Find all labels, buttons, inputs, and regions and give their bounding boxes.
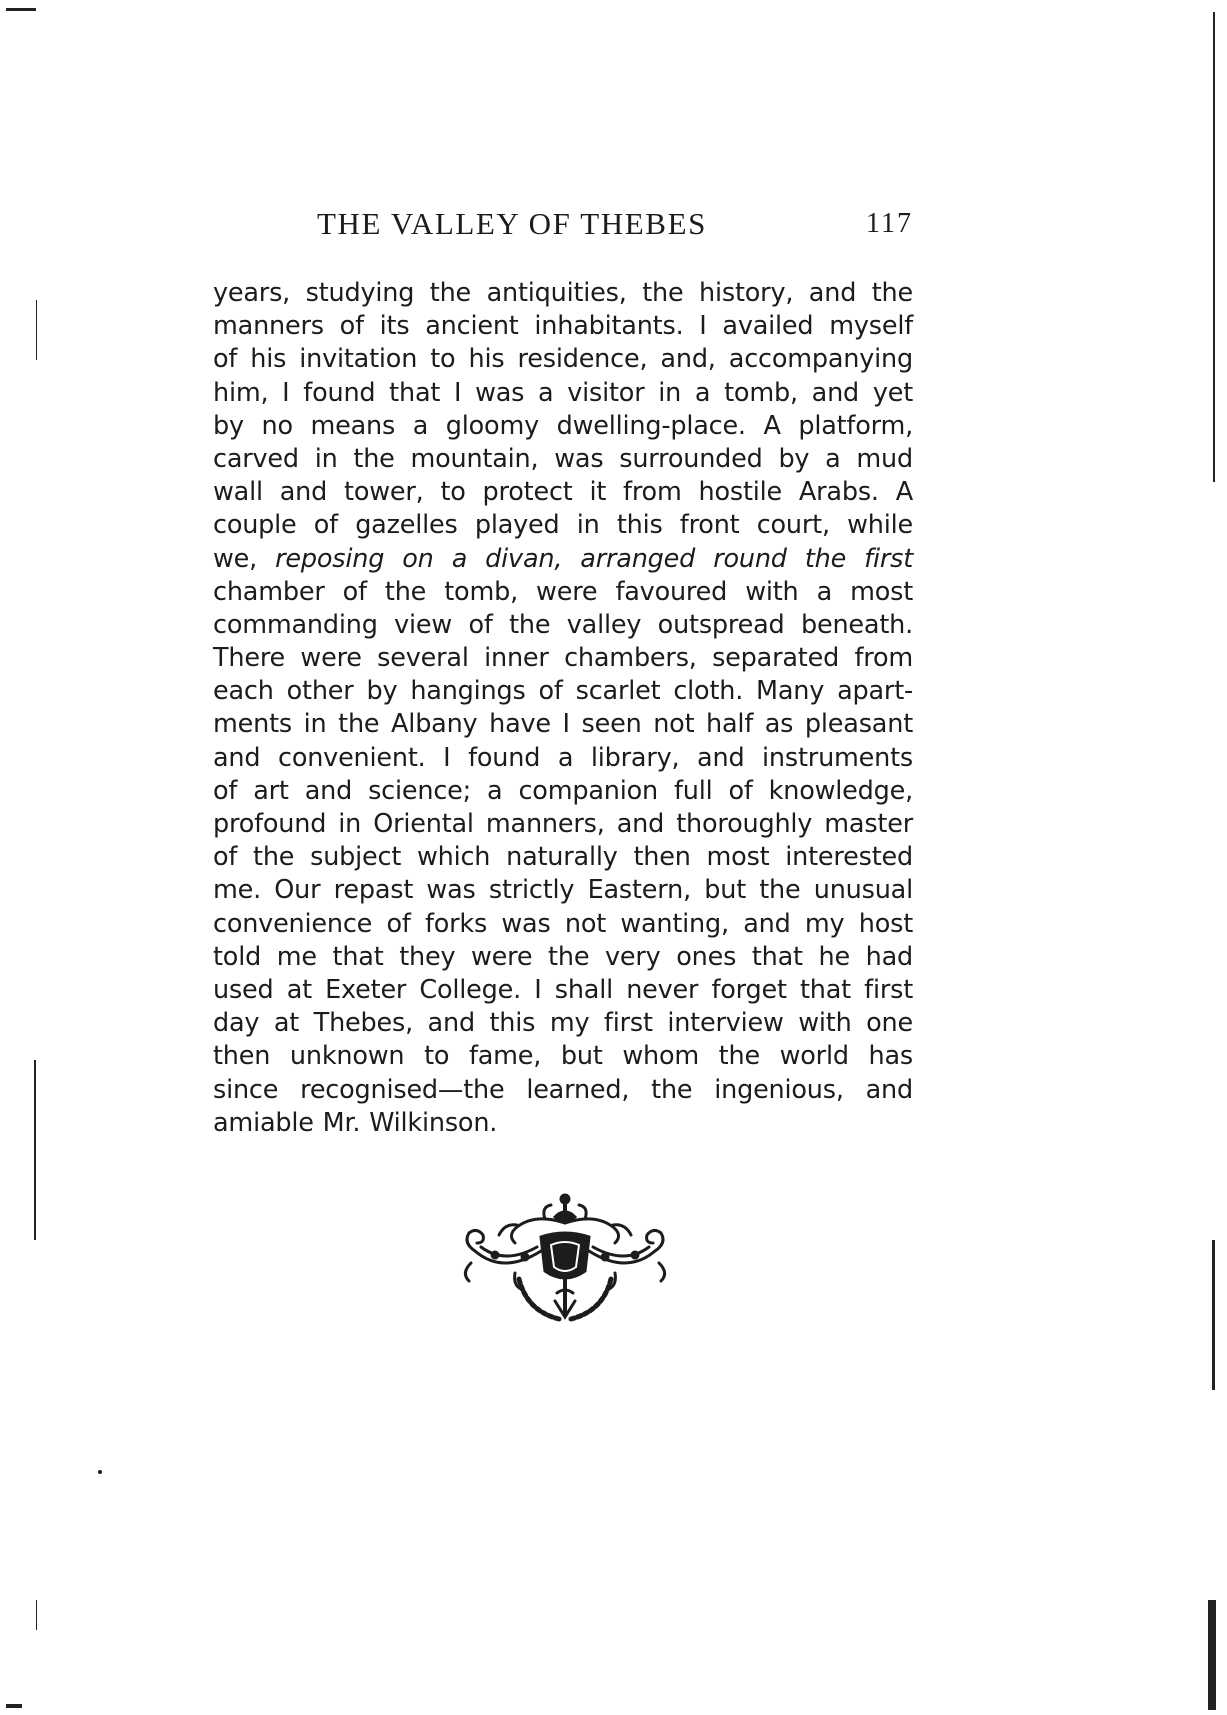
text-line: we, reposing on a divan, arranged round the first (213, 543, 913, 574)
italic-phrase: reposing on a divan, arranged round the first (275, 543, 913, 574)
text-line: commanding view of the valley outspread beneath. (213, 609, 913, 640)
text-line: since recognised—the learned, the ingenious, and (213, 1074, 913, 1105)
scan-edge-mark (1212, 1240, 1215, 1390)
scan-edge-mark (98, 1470, 102, 1474)
text-line: day at Thebes, and this my first interview with one (213, 1008, 913, 1039)
text-line: each other by hangings of scarlet cloth. Many apart- (213, 676, 913, 707)
text-line: then unknown to fame, but whom the world has (213, 1041, 913, 1072)
text-line: ments in the Albany have I seen not half as pleasant (213, 709, 913, 740)
body-paragraph (213, 277, 913, 1140)
scan-edge-mark (6, 8, 36, 11)
scan-edge-mark (6, 1704, 22, 1708)
text-line: of the subject which naturally then most interested (213, 842, 913, 873)
scan-edge-mark (36, 1600, 37, 1630)
scan-edge-mark (34, 1060, 36, 1240)
text-line: couple of gazelles played in this front court, while (213, 510, 913, 541)
text-line: of his invitation to his residence, and, accompanying (213, 344, 913, 375)
scan-edge-mark (36, 300, 37, 360)
text-line: profound in Oriental manners, and thoroughly master (213, 809, 913, 839)
scan-edge-mark (1208, 1600, 1216, 1710)
text-line: of art and science; a companion full of knowledge, (213, 775, 913, 806)
text-line: wall and tower, to protect it from hostile Arabs. A (213, 477, 913, 508)
scan-edge-mark (1213, 12, 1215, 482)
text-line-last: amiable Mr. Wilkinson. (213, 1107, 498, 1138)
running-title: THE VALLEY OF THEBES (317, 206, 707, 241)
text-line: used at Exeter College. I shall never forget that first (213, 974, 913, 1005)
text-line: told me that they were the very ones that he had (213, 941, 913, 972)
text-line: carved in the mountain, was surrounded by a mud (213, 443, 913, 474)
text-line: convenience of forks was not wanting, and my host (213, 908, 913, 939)
tailpiece-ornament-icon (455, 1193, 675, 1333)
text-line: me. Our repast was strictly Eastern, but the unusual (213, 875, 913, 906)
text-line: chamber of the tomb, were favoured with a most (213, 576, 913, 607)
text-line: by no means a gloomy dwelling-place. A platform, (213, 410, 913, 441)
text-line: manners of its ancient inhabitants. I availed myself (213, 311, 913, 342)
text-line: There were several inner chambers, separated from (213, 643, 913, 674)
running-head (213, 206, 913, 250)
text-line: years, studying the antiquities, the history, and the (213, 278, 913, 308)
page-number: 117 (866, 208, 913, 239)
text-line: and convenient. I found a library, and instruments (213, 742, 913, 773)
text-line: him, I found that I was a visitor in a tomb, and yet (213, 377, 913, 408)
